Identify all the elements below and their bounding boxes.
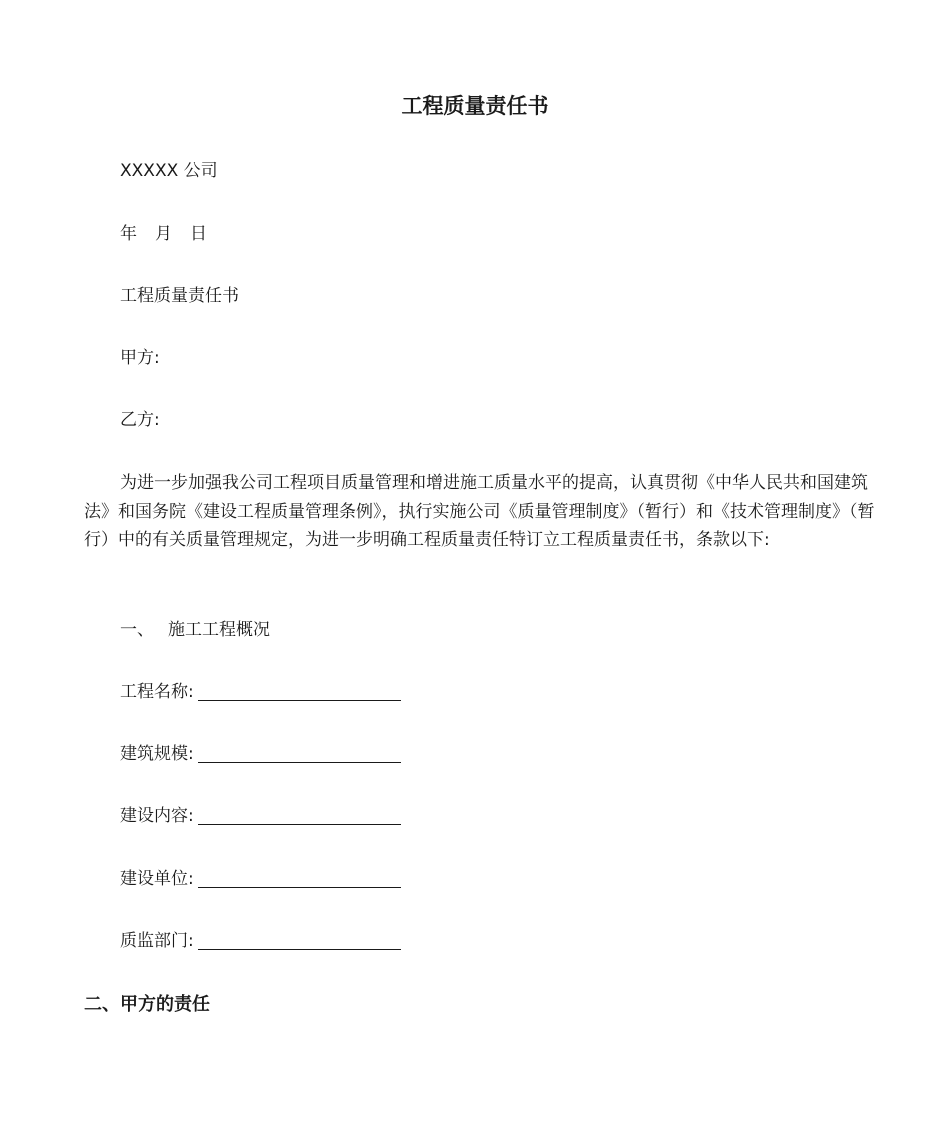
intro-paragraph: 为进一步加强我公司工程项目质量管理和增进施工质量水平的提高，认真贯彻《中华人民共和国建筑法》和国务院《建设工程质量管理条例》，执行实施公司《质量管理制度》（暂行）和《技术管理制度》（暂行）中的有关质量管理规定，为进一步明确工程质量责任特订立工程质量责任书，条款以下:: [84, 473, 875, 550]
field-project-name: [120, 679, 401, 705]
date-day: 日: [190, 224, 207, 244]
section-one-heading: [120, 617, 270, 643]
section-one-title: 施工工程概况: [168, 620, 270, 640]
field-label: 建设内容:: [120, 806, 194, 826]
document-title: 工程质量责任书: [401, 94, 549, 118]
date-year: 年: [120, 224, 137, 244]
party-a-label: 甲方:: [120, 348, 160, 368]
field-construction-unit: [120, 866, 401, 892]
field-blank-line[interactable]: [198, 682, 401, 701]
field-quality-supervision: [120, 928, 401, 954]
document-subtitle: 工程质量责任书: [120, 286, 239, 306]
field-blank-line[interactable]: [198, 744, 401, 763]
field-label: 质监部门:: [120, 931, 194, 951]
field-label: 工程名称:: [120, 682, 194, 702]
field-blank-line[interactable]: [198, 931, 401, 950]
field-construction-content: [120, 803, 401, 829]
field-label: 建设单位:: [120, 869, 194, 889]
field-label: 建筑规模:: [120, 744, 194, 764]
field-blank-line[interactable]: [198, 806, 401, 825]
section-two-heading: 二、甲方的责任: [84, 994, 210, 1015]
party-b-label: 乙方:: [120, 410, 160, 430]
date-month: 月: [155, 224, 172, 244]
field-blank-line[interactable]: [198, 869, 401, 888]
date-line: [120, 221, 225, 247]
field-building-scale: [120, 741, 401, 767]
company-name: XXXXX 公司: [120, 161, 218, 181]
section-one-number: 一、: [120, 620, 154, 640]
